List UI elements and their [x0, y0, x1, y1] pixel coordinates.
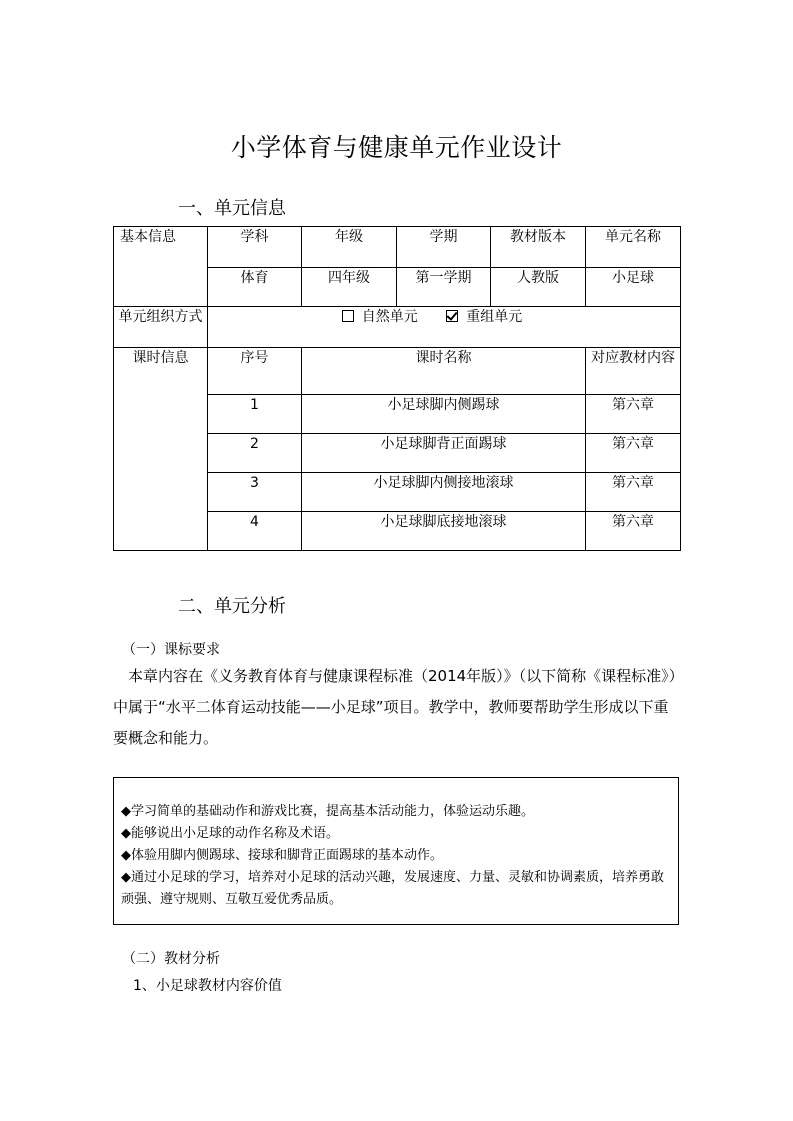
header-edition: 教材版本	[491, 227, 586, 268]
lesson-no: 2	[208, 434, 302, 473]
basic-info-label: 基本信息	[114, 227, 208, 307]
lesson-chapter: 第六章	[586, 512, 681, 551]
subheading-standard-requirements: （一）课标要求	[122, 642, 220, 658]
checkbox-regrouped-unit[interactable]	[446, 310, 458, 322]
header-subject: 学科	[208, 227, 302, 268]
page-title: 小学体育与健康单元作业设计	[230, 133, 563, 162]
value-unit-name: 小足球	[586, 268, 681, 307]
option-regrouped-unit[interactable]	[446, 309, 522, 325]
lesson-name: 小足球脚底接地滚球	[302, 512, 586, 551]
option-label: 重组单元	[466, 309, 523, 325]
lesson-chapter: 第六章	[586, 473, 681, 512]
lesson-no: 4	[208, 512, 302, 551]
subheading-content-value: 1、小足球教材内容价值	[133, 978, 282, 994]
option-natural-unit[interactable]	[342, 309, 422, 325]
lesson-no: 1	[208, 395, 302, 434]
section-heading-unit-analysis: 二、单元分析	[178, 596, 286, 617]
lesson-name: 小足球脚背正面踢球	[302, 434, 586, 473]
value-grade: 四年级	[302, 268, 397, 307]
org-mode-options	[208, 307, 681, 348]
lesson-info-label: 课时信息	[114, 348, 208, 551]
list-item: ◆通过小足球的学习，培养对小足球的活动兴趣，发展速度、力量、灵敏和协调素质，培养勇敢顽强、遵守规则、互敬互爱优秀品质。	[121, 870, 664, 907]
lesson-chapter: 第六章	[586, 434, 681, 473]
list-item: ◆体验用脚内侧踢球、接球和脚背正面踢球的基本动作。	[121, 848, 443, 863]
list-item: ◆学习简单的基础动作和游戏比赛，提高基本活动能力，体验运动乐趣。	[121, 804, 534, 819]
key-concepts-box	[113, 777, 679, 925]
lesson-no: 3	[208, 473, 302, 512]
header-lesson-name: 课时名称	[302, 348, 586, 395]
section-heading-unit-info: 一、单元信息	[178, 198, 286, 219]
value-edition: 人教版	[491, 268, 586, 307]
header-term: 学期	[397, 227, 491, 268]
standard-paragraph: 本章内容在《义务教育体育与健康课程标准（2014年版）》（以下简称《课程标准》）中属于“水平二体育运动技能——小足球”项目。教学中，教师要帮助学生形成以下重要概念和能力。	[113, 667, 677, 747]
checkbox-natural-unit[interactable]	[342, 310, 354, 322]
header-unit-name: 单元名称	[586, 227, 681, 268]
lesson-chapter: 第六章	[586, 395, 681, 434]
unit-info-table	[113, 226, 681, 551]
header-grade: 年级	[302, 227, 397, 268]
subheading-textbook-analysis: （二）教材分析	[122, 951, 220, 967]
header-lesson-no: 序号	[208, 348, 302, 395]
value-subject: 体育	[208, 268, 302, 307]
list-item: ◆能够说出小足球的动作名称及术语。	[121, 826, 339, 841]
option-label: 自然单元	[361, 309, 418, 325]
lesson-name: 小足球脚内侧踢球	[302, 395, 586, 434]
value-term: 第一学期	[397, 268, 491, 307]
header-lesson-chapter: 对应教材内容	[586, 348, 681, 395]
lesson-name: 小足球脚内侧接地滚球	[302, 473, 586, 512]
org-mode-label: 单元组织方式	[114, 307, 208, 348]
